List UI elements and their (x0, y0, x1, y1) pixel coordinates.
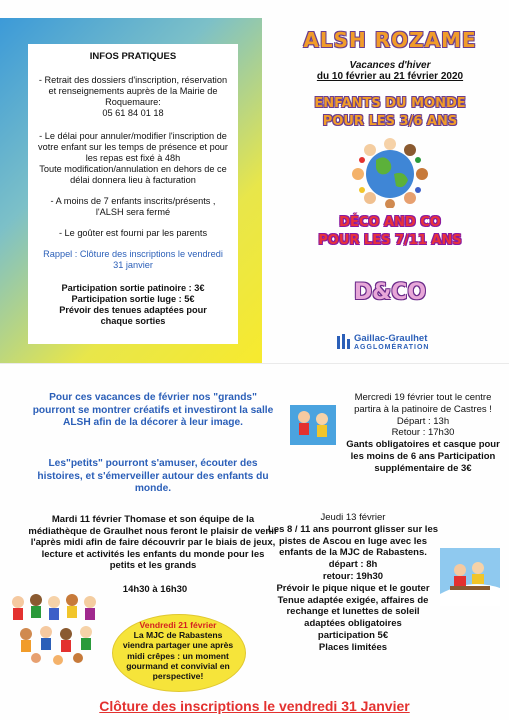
info-modification: Toute modification/annulation en dehors de ce délai donnera lieu à facturation (39, 164, 227, 185)
intro-grands: Pour ces vacances de février nos "grands" pourront se montrer créatifs et investiront la salle ALSH afin de la décorer à leur image. (32, 392, 274, 428)
jeudi-body: Les 8 / 11 ans pourront glisser sur les pistes de Ascou en luge avec les enfants de la MJC de Rabastens. (268, 523, 439, 559)
info-tenues: Prévoir des tenues adaptées pour chaque sorties (59, 305, 207, 326)
info-phone: 05 61 84 01 18 (102, 108, 164, 118)
deco-logo: D&CO (353, 280, 427, 305)
partner-name: Gaillac-Graulhet (354, 333, 428, 344)
jeudi-title: Jeudi 13 février (320, 512, 386, 523)
jeudi-places: Places limitées (318, 641, 388, 653)
agglomeration-logo-icon (336, 333, 352, 351)
globe-children-illustration (340, 138, 440, 208)
info-retrait: - Retrait des dossiers d'inscription, réservation et renseignements auprès de la Mairie de Roquemaure: (38, 75, 228, 107)
info-gouter: - Le goûter est fourni par les parents (58, 228, 208, 238)
sledding-kids-illustration (440, 548, 500, 606)
page-title: ALSH ROZAME (303, 28, 477, 52)
vacances-label: Vacances d'hiver (349, 60, 431, 71)
info-title: INFOS PRATIQUES (89, 51, 177, 62)
jeudi-depart: départ : 8h (328, 559, 378, 571)
info-tarif-luge: Participation sortie luge : 5€ (71, 294, 195, 304)
info-delai: - Le délai pour annuler/modifier l'inscription de votre enfant sur les temps de présence et pour les repas est fixé à 48h (38, 131, 228, 163)
mardi-activity: Mardi 11 février Thomase et son équipe de la médiathèque de Graulhet nous feront le plaisir de venir l'après midi afin de faire découvrir par le biais de jeux, lecture et activités les enfants du monde pour les petits et les grands (28, 514, 278, 572)
info-box (28, 44, 238, 344)
theme1-line2: POUR LES 3/6 ANS (322, 114, 458, 129)
children-crowd-illustration (6, 590, 106, 670)
jeudi-retour: retour: 19h30 (322, 570, 384, 582)
mercredi-retour: Retour : 17h30 (391, 427, 455, 439)
partner-sub: AGGLOMÉRATION (354, 344, 430, 351)
skating-kids-illustration (290, 405, 336, 445)
vendredi-title: Vendredi 21 février (139, 620, 217, 630)
info-minimum: - A moins de 7 enfants inscrits/présents , l'ALSH sera fermé (50, 196, 216, 217)
jeudi-participation: participation 5€ (317, 629, 389, 641)
mardi-hours: 14h30 à 16h30 (122, 584, 188, 595)
intro-petits: Les"petits" pourront s'amuser, écouter des histoires, et s'émerveiller autour des enfants du monde. (37, 458, 269, 494)
theme-deco-and-co (288, 214, 492, 250)
theme1-line1: ENFANTS DU MONDE (314, 96, 466, 111)
jeudi-tenue: Tenue adaptée exigée, affaires de rechange et lunettes de soleil adaptées obligatoires (277, 594, 429, 630)
mercredi-depart: Départ : 13h (396, 415, 450, 427)
vacances-dates: du 10 février au 21 février 2020 (316, 71, 464, 82)
theme2-line2: POUR LES 7/11 ANS (318, 233, 462, 248)
theme2-line1: DÉCO AND CO (339, 215, 441, 230)
vendredi-body: La MJC de Rabastens viendra partager une après midi crêpes : un moment gourmand et convivial en perspective! (122, 630, 234, 682)
info-rappel: Rappel : Clôture des inscriptions le vendredi 31 janvier (43, 249, 223, 270)
jeudi-block (268, 512, 438, 654)
mercredi-block (344, 392, 502, 475)
mercredi-intro: Mercredi 19 février tout le centre partira à la patinoire de Castres ! (354, 392, 492, 415)
theme-enfants-du-monde (288, 95, 492, 131)
page-divider (0, 363, 509, 364)
vendredi-block (120, 620, 236, 681)
info-tarif-patinoire: Participation sortie patinoire : 3€ (61, 283, 205, 293)
jeudi-pique: Prévoir le pique nique et le gouter (276, 582, 430, 594)
mercredi-gants: Gants obligatoires et casque pour les moins de 6 ans Participation supplémentaire de 3€ (346, 439, 500, 474)
footer-cloture: Clôture des inscriptions le vendredi 31 Janvier (99, 698, 410, 714)
